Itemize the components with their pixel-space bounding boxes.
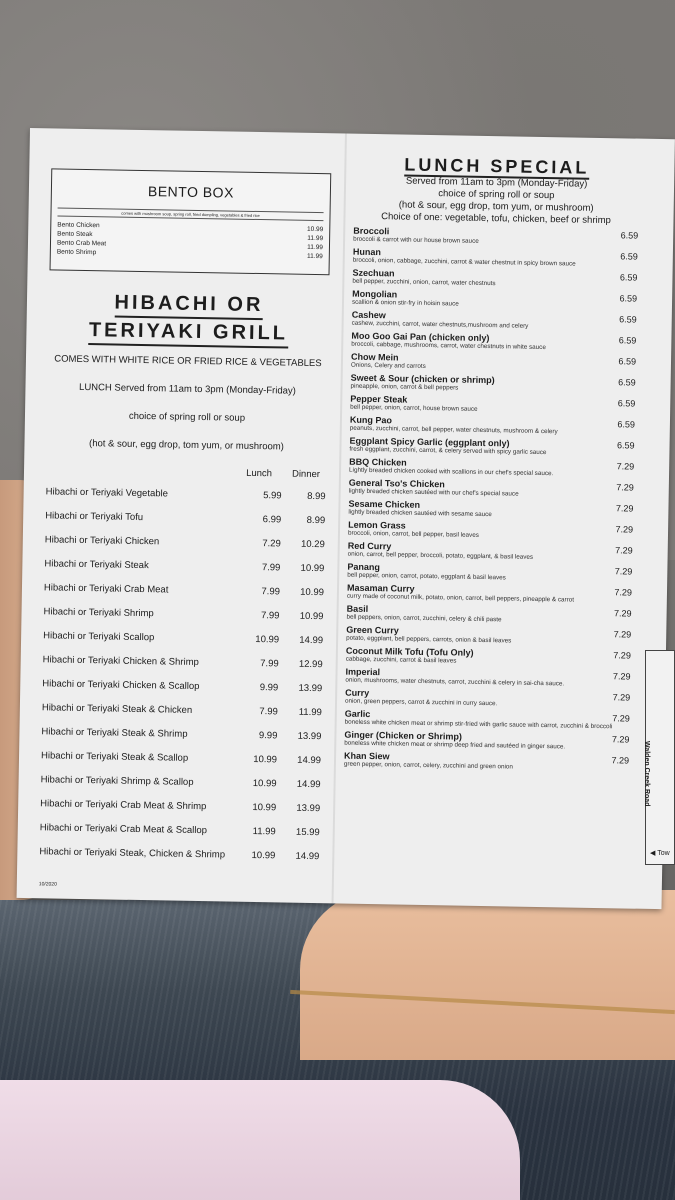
lunch-item bbox=[345, 688, 630, 711]
grill-item-dinner-price: 14.99 bbox=[299, 634, 324, 647]
grill-item-lunch-price: 10.99 bbox=[252, 777, 277, 790]
lunch-item-description: Onions, Celery and carrots bbox=[350, 361, 426, 370]
grill-item-lunch-price: 9.99 bbox=[258, 730, 278, 742]
grill-item-name: Hibachi or Teriyaki Crab Meat bbox=[43, 582, 169, 596]
grill-item bbox=[43, 605, 323, 624]
grill-item-dinner-price: 8.99 bbox=[306, 514, 326, 527]
lunch-item bbox=[353, 226, 638, 249]
lunch-item-name: Hunan bbox=[352, 246, 381, 258]
right-column bbox=[344, 154, 640, 774]
grill-soup-options: (hot & sour, egg drop, tom yum, or mushroom) bbox=[88, 438, 284, 453]
lunch-item-price: 7.29 bbox=[615, 503, 634, 514]
lunch-item-price: 6.59 bbox=[616, 440, 635, 451]
grill-item bbox=[41, 725, 321, 744]
lunch-item-price: 7.29 bbox=[616, 482, 634, 493]
bento-item-price: 11.99 bbox=[307, 243, 324, 252]
bento-item-name: Bento Shrimp bbox=[56, 248, 97, 257]
lunch-item-name: Sesame Chicken bbox=[348, 498, 421, 510]
lunch-item-name: Masaman Curry bbox=[346, 582, 415, 594]
lunch-item-description: broccoli, cabbage, mushrooms, carrot, water chestnuts in white sauce bbox=[351, 340, 546, 352]
lunch-protein-options: Choice of one: vegetable, tofu, chicken, beef or shrimp bbox=[381, 211, 611, 227]
grill-item-dinner-price: 10.29 bbox=[300, 538, 325, 551]
price-header bbox=[46, 464, 326, 480]
grill-item-dinner-price: 14.99 bbox=[297, 754, 322, 767]
grill-item-name: Hibachi or Teriyaki Chicken & Shrimp bbox=[42, 654, 199, 669]
bento-item-name: Bento Chicken bbox=[57, 221, 100, 230]
grill-item-name: Hibachi or Teriyaki Tofu bbox=[45, 510, 144, 524]
lunch-item-name: Ginger (Chicken or Shrimp) bbox=[344, 729, 463, 742]
bento-box-panel bbox=[50, 168, 332, 275]
lunch-item-price: 7.29 bbox=[614, 608, 632, 619]
lunch-item-description: curry made of coconut milk, potato, onion, carrot, bell peppers, pineapple & carrot bbox=[346, 592, 575, 604]
lunch-item-name: Cashew bbox=[351, 309, 386, 321]
grill-item-dinner-price: 15.99 bbox=[295, 826, 320, 839]
bento-item-price: 11.99 bbox=[307, 234, 324, 243]
lunch-item bbox=[344, 730, 629, 753]
lunch-item-name: Lemon Grass bbox=[348, 519, 406, 531]
lunch-item-name: Kung Pao bbox=[349, 414, 393, 426]
grill-item-name: Hibachi or Teriyaki Scallop bbox=[43, 630, 155, 644]
grill-item-lunch-price: 11.99 bbox=[252, 825, 276, 838]
lunch-item-name: Red Curry bbox=[347, 540, 392, 552]
bento-list bbox=[57, 220, 324, 261]
bento-item-price: 10.99 bbox=[306, 225, 324, 234]
grill-item-lunch-price: 10.99 bbox=[252, 801, 277, 814]
lunch-item-description: bell pepper, onion, carrot, potato, eggplant & basil leaves bbox=[347, 571, 506, 582]
grill-item bbox=[43, 653, 323, 672]
lunch-item-description: onion, green peppers, carrot & zucchini in curry sauce. bbox=[344, 697, 498, 708]
grill-item-name: Hibachi or Teriyaki Steak bbox=[44, 558, 149, 572]
lunch-item-name: Broccoli bbox=[353, 225, 390, 237]
lunch-item-name: Eggplant Spicy Garlic (eggplant only) bbox=[349, 435, 510, 449]
lunch-item-name: Moo Goo Gai Pan (chicken only) bbox=[351, 330, 490, 344]
lunch-list bbox=[344, 226, 638, 774]
lunch-item bbox=[348, 541, 633, 564]
bento-item-name: Bento Crab Meat bbox=[56, 239, 107, 248]
lunch-item-name: Khan Siew bbox=[344, 750, 390, 762]
lunch-item-name: Panang bbox=[347, 561, 380, 573]
lunch-item-name: Curry bbox=[345, 687, 370, 699]
lunch-item bbox=[352, 310, 637, 333]
lunch-item-name: Pepper Steak bbox=[350, 393, 408, 405]
left-column bbox=[39, 168, 332, 892]
lunch-item-price: 7.29 bbox=[613, 650, 631, 661]
lunch-special-title-text: LUNCH SPECIAL bbox=[404, 154, 590, 178]
lunch-item-description: onion, carrot, bell pepper, broccoli, potato, eggplant, & basil leaves bbox=[347, 550, 534, 561]
grill-item-lunch-price: 7.99 bbox=[259, 706, 278, 718]
lunch-item-price: 7.29 bbox=[612, 692, 631, 703]
lunch-item-description: fresh eggplant, zucchini, carrot, & celery served with spicy garlic sauce bbox=[349, 445, 547, 457]
lunch-item-name: Sweet & Sour (chicken or shrimp) bbox=[350, 372, 495, 386]
shirt bbox=[0, 1080, 520, 1200]
grill-item-lunch-price: 7.99 bbox=[260, 610, 280, 622]
lunch-item-description: broccoli & carrot with our house brown sauce bbox=[353, 235, 479, 245]
lunch-item-price: 6.59 bbox=[619, 314, 637, 325]
sign-arrow: ◀ Tow bbox=[650, 850, 670, 857]
grill-item-lunch-price: 7.99 bbox=[260, 658, 279, 670]
lunch-item-description: boneless white chicken meat or shrimp stir-fried with garlic sauce with carrot, zucchini & broccoli bbox=[344, 718, 613, 731]
lunch-item-price: 6.59 bbox=[620, 230, 639, 241]
lunch-item-price: 6.59 bbox=[618, 356, 637, 367]
lunch-item bbox=[348, 499, 633, 522]
grill-item-dinner-price: 10.99 bbox=[299, 610, 324, 623]
lunch-item-description: boneless white chicken meat or shrimp deep fried and sautéed in ginger sauce. bbox=[344, 739, 566, 751]
grill-item bbox=[42, 701, 322, 720]
grill-item bbox=[44, 557, 324, 576]
lunch-item bbox=[345, 667, 630, 690]
grill-item bbox=[39, 845, 319, 864]
grill-item-name: Hibachi or Teriyaki Vegetable bbox=[45, 486, 169, 500]
grill-item bbox=[44, 581, 324, 600]
grill-item-name: Hibachi or Teriyaki Crab Meat & Scallop bbox=[39, 822, 208, 837]
lunch-item-name: Chow Mein bbox=[350, 351, 399, 363]
lunch-item-price: 7.29 bbox=[611, 734, 630, 745]
col-dinner: Dinner bbox=[291, 468, 321, 481]
lunch-item bbox=[349, 478, 634, 501]
lunch-soup-options: (hot & sour, egg drop, tom yum, or mushroom) bbox=[398, 199, 594, 214]
grill-item bbox=[42, 677, 322, 696]
lunch-item-description: cashew, zucchini, carrot, water chestnuts,mushroom and celery bbox=[351, 319, 529, 330]
lunch-item bbox=[346, 625, 631, 648]
lunch-item-price: 7.29 bbox=[614, 587, 633, 598]
grill-item-dinner-price: 14.99 bbox=[295, 850, 320, 863]
grill-item-lunch-price: 7.99 bbox=[261, 562, 281, 574]
lunch-choice: choice of spring roll or soup bbox=[438, 188, 555, 202]
lunch-item-price: 6.59 bbox=[620, 251, 638, 262]
grill-item bbox=[45, 509, 325, 528]
grill-item-dinner-price: 13.99 bbox=[297, 730, 322, 743]
grill-item-dinner-price: 11.99 bbox=[298, 706, 322, 719]
lunch-item-price: 7.29 bbox=[612, 671, 631, 682]
grill-item-name: Hibachi or Teriyaki Steak, Chicken & Shrimp bbox=[39, 846, 226, 861]
lunch-item-description: broccoli, onion, cabbage, zucchini, carrot & water chestnut in spicy brown sauce bbox=[352, 256, 576, 268]
grill-item-lunch-price: 10.99 bbox=[251, 849, 276, 862]
grill-item-lunch-price: 5.99 bbox=[263, 490, 282, 502]
lunch-item-name: Szechuan bbox=[352, 267, 395, 279]
bento-item-price: 11.99 bbox=[306, 252, 323, 261]
grill-item bbox=[40, 821, 320, 840]
lunch-item-price: 6.59 bbox=[618, 335, 637, 346]
grill-item-name: Hibachi or Teriyaki Steak & Chicken bbox=[41, 702, 193, 716]
lunch-item-price: 7.29 bbox=[613, 629, 632, 640]
lunch-item-name: Mongolian bbox=[352, 288, 398, 300]
lunch-item-description: lightly breaded chicken sautéed with our chef's special sauce bbox=[348, 487, 519, 498]
lunch-item-description: broccoli, onion, carrot, bell pepper, basil leaves bbox=[347, 529, 479, 539]
lunch-item-description: cabbage, zucchini, carrot & basil leaves bbox=[345, 655, 457, 665]
lunch-item-price: 6.59 bbox=[619, 272, 638, 283]
lunch-item bbox=[349, 436, 634, 459]
grill-item bbox=[45, 533, 325, 552]
grill-item-dinner-price: 10.99 bbox=[300, 586, 325, 599]
grill-list bbox=[39, 485, 325, 864]
grill-item-dinner-price: 12.99 bbox=[298, 658, 323, 671]
lunch-item bbox=[353, 247, 638, 270]
grill-item-name: Hibachi or Teriyaki Chicken & Scallop bbox=[42, 678, 200, 693]
grill-item-lunch-price: 6.99 bbox=[262, 514, 282, 526]
lunch-item-description: peanuts, zucchini, carrot, bell pepper, water chestnuts, mushroom & celery bbox=[349, 424, 558, 436]
lunch-item-description: scallion & onion stir-fry in hoisin sauce bbox=[351, 298, 459, 308]
lunch-item-description: Lightly breaded chicken cooked with scallions in our chef's special sauce. bbox=[349, 466, 554, 478]
grill-item-name: Hibachi or Teriyaki Crab Meat & Shrimp bbox=[40, 798, 207, 813]
street-sign bbox=[645, 650, 675, 865]
lunch-item-name: Imperial bbox=[345, 666, 381, 678]
grill-item-dinner-price: 8.99 bbox=[307, 490, 326, 503]
grill-item-name: Hibachi or Teriyaki Shrimp bbox=[43, 606, 154, 620]
lunch-item bbox=[350, 373, 635, 396]
grill-item-name: Hibachi or Teriyaki Chicken bbox=[44, 534, 160, 548]
lunch-item-description: onion, mushrooms, water chestnuts, carrot, zucchini & celery in sai-cha sauce. bbox=[345, 676, 565, 688]
lunch-item-price: 6.59 bbox=[618, 377, 636, 388]
lunch-item-price: 7.29 bbox=[611, 755, 630, 766]
sign-street-name: Walden Creek Road bbox=[643, 741, 650, 807]
bento-item-name: Bento Steak bbox=[57, 230, 93, 239]
grill-title-line2: TERIYAKI GRILL bbox=[89, 317, 289, 348]
grill-item-lunch-price: 7.99 bbox=[261, 586, 281, 598]
lunch-item-price: 7.29 bbox=[614, 566, 633, 577]
grill-title-line1: HIBACHI OR bbox=[114, 290, 263, 321]
grill-item bbox=[41, 749, 321, 768]
thigh bbox=[300, 890, 675, 1060]
bento-title: BENTO BOX bbox=[147, 183, 235, 201]
lunch-item bbox=[352, 289, 637, 312]
grill-item bbox=[40, 773, 320, 792]
lunch-item-price: 6.59 bbox=[617, 419, 636, 430]
lunch-item bbox=[347, 583, 632, 606]
grill-choice: choice of spring roll or soup bbox=[128, 410, 246, 424]
grill-hours: LUNCH Served from 11am to 3pm (Monday-Friday) bbox=[78, 381, 296, 397]
lunch-item bbox=[346, 604, 631, 627]
grill-item-lunch-price: 9.99 bbox=[259, 682, 279, 694]
lunch-item-name: Basil bbox=[346, 603, 369, 614]
lunch-item bbox=[348, 520, 633, 543]
bento-note: comes with mushroom soup, spring roll, fried dumpling, vegetables & fried rice bbox=[57, 207, 323, 221]
grill-item-lunch-price: 7.29 bbox=[262, 538, 281, 550]
lunch-item-description: lightly breaded chicken sautéed with sesame sauce bbox=[348, 508, 492, 519]
lunch-item bbox=[351, 331, 636, 354]
lunch-item-price: 6.59 bbox=[617, 398, 636, 409]
menu-date: 10/2020 bbox=[38, 881, 57, 888]
grill-item bbox=[40, 797, 320, 816]
grill-item-dinner-price: 14.99 bbox=[296, 778, 321, 791]
lunch-item-name: BBQ Chicken bbox=[349, 456, 407, 468]
lunch-item-description: potato, eggplant, bell peppers, carrots, onion & basil leaves bbox=[346, 634, 512, 645]
lunch-item bbox=[350, 394, 635, 417]
grill-item bbox=[43, 629, 323, 648]
lunch-item-price: 7.29 bbox=[612, 713, 630, 724]
grill-item-name: Hibachi or Teriyaki Shrimp & Scallop bbox=[40, 774, 194, 788]
menu-fold bbox=[332, 133, 347, 903]
lunch-item-description: bell peppers, onion, carrot, zucchini, celery & chili paste bbox=[346, 613, 502, 624]
lunch-item bbox=[352, 268, 637, 291]
lunch-item bbox=[346, 646, 631, 669]
lunch-item bbox=[347, 562, 632, 585]
grill-title bbox=[48, 288, 329, 349]
grill-item-dinner-price: 13.99 bbox=[298, 682, 323, 695]
lunch-item-price: 7.29 bbox=[615, 524, 634, 535]
lunch-item-description: pineapple, onion, carrot & bell peppers bbox=[350, 382, 459, 392]
lunch-hours: Served from 11am to 3pm (Monday-Friday) bbox=[405, 175, 588, 190]
grill-item bbox=[46, 485, 326, 504]
lunch-item-price: 6.59 bbox=[619, 293, 638, 304]
lunch-item bbox=[350, 415, 635, 438]
lunch-item-price: 7.29 bbox=[616, 461, 635, 472]
lunch-item-name: Green Curry bbox=[346, 624, 399, 636]
menu-paper bbox=[17, 128, 675, 909]
grill-item-lunch-price: 10.99 bbox=[255, 634, 280, 646]
lunch-item-name: General Tso's Chicken bbox=[348, 477, 445, 490]
lunch-item-description: bell pepper, zucchini, onion, carrot, water chestnuts bbox=[352, 277, 496, 288]
lunch-item bbox=[344, 751, 629, 774]
lunch-item-name: Garlic bbox=[344, 708, 371, 720]
grill-subtitle: COMES WITH WHITE RICE OR FRIED RICE & VEGETABLES bbox=[54, 353, 322, 370]
grill-item-dinner-price: 13.99 bbox=[296, 802, 321, 815]
grill-item-dinner-price: 10.99 bbox=[300, 562, 325, 575]
lunch-item-name: Coconut Milk Tofu (Tofu Only) bbox=[345, 645, 474, 658]
lunch-item bbox=[349, 457, 634, 480]
lunch-item-description: bell pepper, onion, carrot, house brown sauce bbox=[350, 403, 478, 413]
lunch-item-description: green pepper, onion, carrot, celery, zucchini and green onion bbox=[343, 760, 513, 771]
lunch-item bbox=[351, 352, 636, 375]
grill-item-name: Hibachi or Teriyaki Steak & Scallop bbox=[40, 750, 189, 764]
grill-item-lunch-price: 10.99 bbox=[253, 753, 278, 766]
col-lunch: Lunch bbox=[246, 467, 273, 480]
lunch-item-price: 7.29 bbox=[615, 545, 633, 556]
lunch-item bbox=[345, 709, 630, 732]
grill-item-name: Hibachi or Teriyaki Steak & Shrimp bbox=[41, 726, 188, 740]
